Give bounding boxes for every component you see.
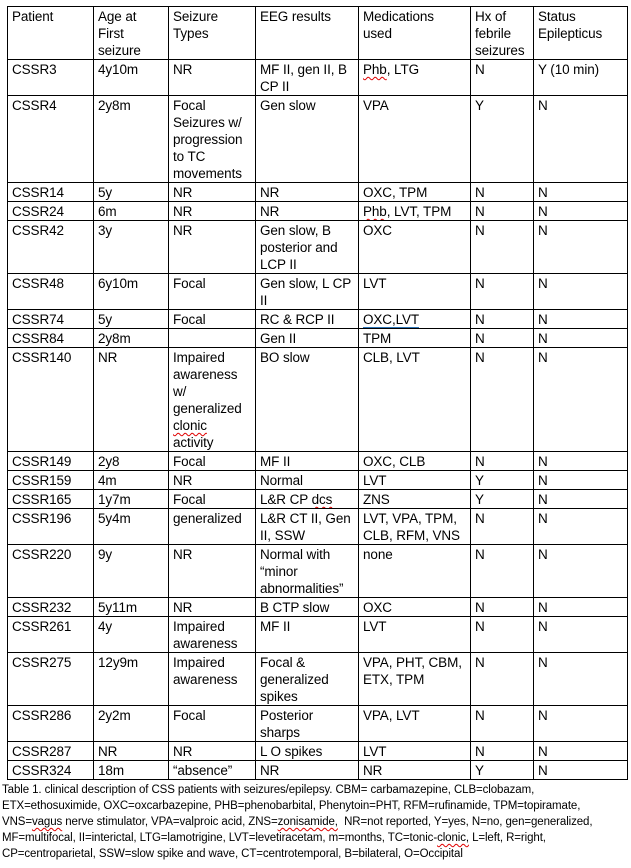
cell-eeg: L&R CT II, Gen II, SSW xyxy=(256,509,359,545)
cell-eeg: MF II xyxy=(256,617,359,653)
cell-meds xyxy=(359,202,471,221)
cell-febrile: Y xyxy=(471,471,534,490)
cell-meds: LVT xyxy=(359,617,471,653)
cell-patient: CSSR74 xyxy=(8,310,94,329)
cell-febrile: N xyxy=(471,329,534,348)
cell-age: 1y7m xyxy=(94,490,169,509)
cell-febrile: N xyxy=(471,310,534,329)
grammar-marked-text: OXC,LVT xyxy=(363,312,419,329)
cell-febrile: N xyxy=(471,598,534,617)
cell-patient: CSSR149 xyxy=(8,452,94,471)
spell-marked-text: vagus xyxy=(31,816,63,828)
cell-status: Y (10 min) xyxy=(534,60,628,96)
spell-marked-text: Phb xyxy=(363,204,387,219)
cell-meds: OXC xyxy=(359,598,471,617)
cell-patient: CSSR196 xyxy=(8,509,94,545)
cell-age: 2y8m xyxy=(94,96,169,183)
cell-eeg xyxy=(256,490,359,509)
cell-patient: CSSR4 xyxy=(8,96,94,183)
cell-patient: CSSR48 xyxy=(8,274,94,310)
cell-age: 18m xyxy=(94,761,169,780)
cell-febrile: Y xyxy=(471,761,534,780)
cell-status: N xyxy=(534,452,628,471)
cell-febrile: N xyxy=(471,60,534,96)
table-row xyxy=(8,60,628,96)
cell-meds: VPA, LVT xyxy=(359,706,471,742)
text-segment: , LTG xyxy=(386,62,419,77)
cell-status: N xyxy=(534,545,628,598)
cell-febrile: N xyxy=(471,653,534,706)
cell-status: N xyxy=(534,471,628,490)
cell-eeg: Normal with “minor abnormalities” xyxy=(256,545,359,598)
cell-age: 5y11m xyxy=(94,598,169,617)
cell-status: N xyxy=(534,761,628,780)
cell-meds: LVT xyxy=(359,471,471,490)
cell-types: Focal xyxy=(169,706,256,742)
table-row xyxy=(8,202,628,221)
cell-meds: CLB, LVT xyxy=(359,348,471,452)
cell-eeg: MF II, gen II, B CP II xyxy=(256,60,359,96)
cell-status: N xyxy=(534,742,628,761)
cell-types: NR xyxy=(169,202,256,221)
cell-types: Impaired awareness xyxy=(169,653,256,706)
cell-patient: CSSR287 xyxy=(8,742,94,761)
cell-febrile: N xyxy=(471,545,534,598)
cell-febrile: N xyxy=(471,274,534,310)
text-segment: , LVT, TPM xyxy=(386,204,452,219)
cell-age: NR xyxy=(94,742,169,761)
cell-meds: OXC xyxy=(359,221,471,274)
table-row xyxy=(8,761,628,780)
table-row xyxy=(8,742,628,761)
cell-febrile: N xyxy=(471,617,534,653)
cell-age: NR xyxy=(94,348,169,452)
text-segment: L&R CP xyxy=(260,492,312,507)
cell-patient: CSSR42 xyxy=(8,221,94,274)
cell-types: NR xyxy=(169,183,256,202)
cell-status: N xyxy=(534,202,628,221)
cell-patient: CSSR324 xyxy=(8,761,94,780)
cell-febrile: Y xyxy=(471,96,534,183)
cell-meds: LVT, VPA, TPM, CLB, RFM, VNS xyxy=(359,509,471,545)
cell-patient: CSSR24 xyxy=(8,202,94,221)
cell-types: NR xyxy=(169,545,256,598)
cell-age: 12y9m xyxy=(94,653,169,706)
cell-eeg: Posterior sharps xyxy=(256,706,359,742)
table-row xyxy=(8,221,628,274)
cell-age: 5y4m xyxy=(94,509,169,545)
cell-types: Impaired awareness xyxy=(169,617,256,653)
cell-meds: VPA xyxy=(359,96,471,183)
text-segment: activity xyxy=(173,435,214,450)
cell-status: N xyxy=(534,221,628,274)
table-row xyxy=(8,96,628,183)
header-cell-febrile: Hx of febrile seizures xyxy=(471,7,534,60)
cell-types: Focal xyxy=(169,490,256,509)
cell-types xyxy=(169,348,256,452)
cell-eeg: MF II xyxy=(256,452,359,471)
table-row xyxy=(8,348,628,452)
cell-types: NR xyxy=(169,598,256,617)
cell-status: N xyxy=(534,490,628,509)
cell-eeg: Gen slow xyxy=(256,96,359,183)
spell-marked-text: zonisamide, xyxy=(277,816,338,828)
spell-marked-text: Phb xyxy=(363,62,387,77)
spell-marked-text: dcs xyxy=(311,492,333,507)
table-row xyxy=(8,545,628,598)
cell-types: Focal xyxy=(169,310,256,329)
text-segment: NR=not reported, Y=yes, N=no, gen=generalized, MF=multifocal, II=interictal, LTG=lamotrigine, LVT=levetiracetam, m=months, TC=tonic- xyxy=(2,816,596,844)
cell-febrile: N xyxy=(471,183,534,202)
table-row xyxy=(8,653,628,706)
cell-patient: CSSR3 xyxy=(8,60,94,96)
table-row xyxy=(8,452,628,471)
cell-febrile: N xyxy=(471,742,534,761)
cell-age: 6y10m xyxy=(94,274,169,310)
cell-patient: CSSR159 xyxy=(8,471,94,490)
cell-eeg: Gen slow, L CP II xyxy=(256,274,359,310)
cell-age: 5y xyxy=(94,183,169,202)
cell-meds: ZNS xyxy=(359,490,471,509)
cell-types: NR xyxy=(169,742,256,761)
cell-types: generalized xyxy=(169,509,256,545)
cell-patient: CSSR220 xyxy=(8,545,94,598)
cell-meds: TPM xyxy=(359,329,471,348)
cell-meds: NR xyxy=(359,761,471,780)
header-cell-meds: Medications used xyxy=(359,7,471,60)
cell-febrile: N xyxy=(471,509,534,545)
cell-eeg: BO slow xyxy=(256,348,359,452)
cell-status: N xyxy=(534,598,628,617)
cell-patient: CSSR140 xyxy=(8,348,94,452)
cell-types: NR xyxy=(169,221,256,274)
table-row xyxy=(8,274,628,310)
cell-status: N xyxy=(534,617,628,653)
cell-types xyxy=(169,329,256,348)
table-row xyxy=(8,706,628,742)
header-cell-types: Seizure Types xyxy=(169,7,256,60)
cell-eeg: L O spikes xyxy=(256,742,359,761)
cell-patient: CSSR261 xyxy=(8,617,94,653)
cell-meds: VPA, PHT, CBM, ETX, TPM xyxy=(359,653,471,706)
cell-age: 4y10m xyxy=(94,60,169,96)
table-row xyxy=(8,183,628,202)
cell-status: N xyxy=(534,329,628,348)
cell-age: 2y8m xyxy=(94,329,169,348)
cell-age: 9y xyxy=(94,545,169,598)
cell-eeg: NR xyxy=(256,183,359,202)
cell-patient: CSSR275 xyxy=(8,653,94,706)
cell-eeg: Gen slow, B posterior and LCP II xyxy=(256,221,359,274)
table-row xyxy=(8,617,628,653)
table-row xyxy=(8,598,628,617)
cell-age: 2y2m xyxy=(94,706,169,742)
text-segment: nerve stimulator, VPA=valproic acid, ZNS= xyxy=(62,816,278,828)
header-row xyxy=(8,7,628,60)
cell-types: Focal xyxy=(169,274,256,310)
cell-types: NR xyxy=(169,60,256,96)
header-cell-patient: Patient xyxy=(8,7,94,60)
table-row xyxy=(8,509,628,545)
cell-eeg: NR xyxy=(256,761,359,780)
cell-status: N xyxy=(534,310,628,329)
text-segment: Impaired awareness w/ generalized xyxy=(173,350,242,416)
cell-status: N xyxy=(534,653,628,706)
cell-febrile: N xyxy=(471,348,534,452)
cell-febrile: N xyxy=(471,221,534,274)
header-cell-eeg: EEG results xyxy=(256,7,359,60)
cell-meds xyxy=(359,310,471,329)
cell-age: 5y xyxy=(94,310,169,329)
table-row xyxy=(8,471,628,490)
cell-status: N xyxy=(534,274,628,310)
cell-patient: CSSR84 xyxy=(8,329,94,348)
cell-meds: none xyxy=(359,545,471,598)
cell-status: N xyxy=(534,706,628,742)
cell-age: 4m xyxy=(94,471,169,490)
cell-febrile: N xyxy=(471,706,534,742)
cell-types: NR xyxy=(169,471,256,490)
cell-status: N xyxy=(534,96,628,183)
table-row xyxy=(8,310,628,329)
cell-meds: LVT xyxy=(359,742,471,761)
header-cell-age: Age at First seizure xyxy=(94,7,169,60)
text-segment: Table 1. clinical description of CSS patients with seizures/epilepsy. CBM= carbamazepine, CLB=clobazam, ETX=ethosuximide, OXC=oxcarbazepine, PHB=phenobarbital, Phenytoin=PHT, RFM=rufinamide, TPM=topiramate, VNS= xyxy=(2,784,584,828)
cell-patient: CSSR286 xyxy=(8,706,94,742)
cell-age: 6m xyxy=(94,202,169,221)
cell-types: “absence” xyxy=(169,761,256,780)
header-cell-status: Status Epilepticus xyxy=(534,7,628,60)
cell-age: 3y xyxy=(94,221,169,274)
cell-febrile: Y xyxy=(471,490,534,509)
cell-meds xyxy=(359,60,471,96)
cell-eeg: B CTP slow xyxy=(256,598,359,617)
cell-types: Focal Seizures w/ progression to TC movements xyxy=(169,96,256,183)
cell-eeg: Gen II xyxy=(256,329,359,348)
table-body xyxy=(8,60,628,780)
cell-status: N xyxy=(534,183,628,202)
cell-types: Focal xyxy=(169,452,256,471)
cell-eeg: Normal xyxy=(256,471,359,490)
cell-patient: CSSR165 xyxy=(8,490,94,509)
cell-age: 2y8 xyxy=(94,452,169,471)
cell-eeg: Focal & generalized spikes xyxy=(256,653,359,706)
cell-age: 4y xyxy=(94,617,169,653)
table-row xyxy=(8,329,628,348)
patients-table xyxy=(7,6,628,780)
table-caption xyxy=(2,782,629,862)
spell-marked-text: clonic, xyxy=(437,832,469,844)
cell-eeg: RC & RCP II xyxy=(256,310,359,329)
spell-marked-text: clonic xyxy=(173,418,207,433)
text-segment: L=left, R=right, CP=centroparietal, SSW=slow spike and wave, CT=centrotemporal, B=bilateral, O=Occipital xyxy=(2,832,550,860)
cell-eeg: NR xyxy=(256,202,359,221)
cell-febrile: N xyxy=(471,202,534,221)
cell-patient: CSSR14 xyxy=(8,183,94,202)
table-row xyxy=(8,490,628,509)
cell-status: N xyxy=(534,509,628,545)
cell-status: N xyxy=(534,348,628,452)
cell-patient: CSSR232 xyxy=(8,598,94,617)
cell-febrile: N xyxy=(471,452,534,471)
cell-meds: OXC, CLB xyxy=(359,452,471,471)
cell-meds: LVT xyxy=(359,274,471,310)
cell-meds: OXC, TPM xyxy=(359,183,471,202)
